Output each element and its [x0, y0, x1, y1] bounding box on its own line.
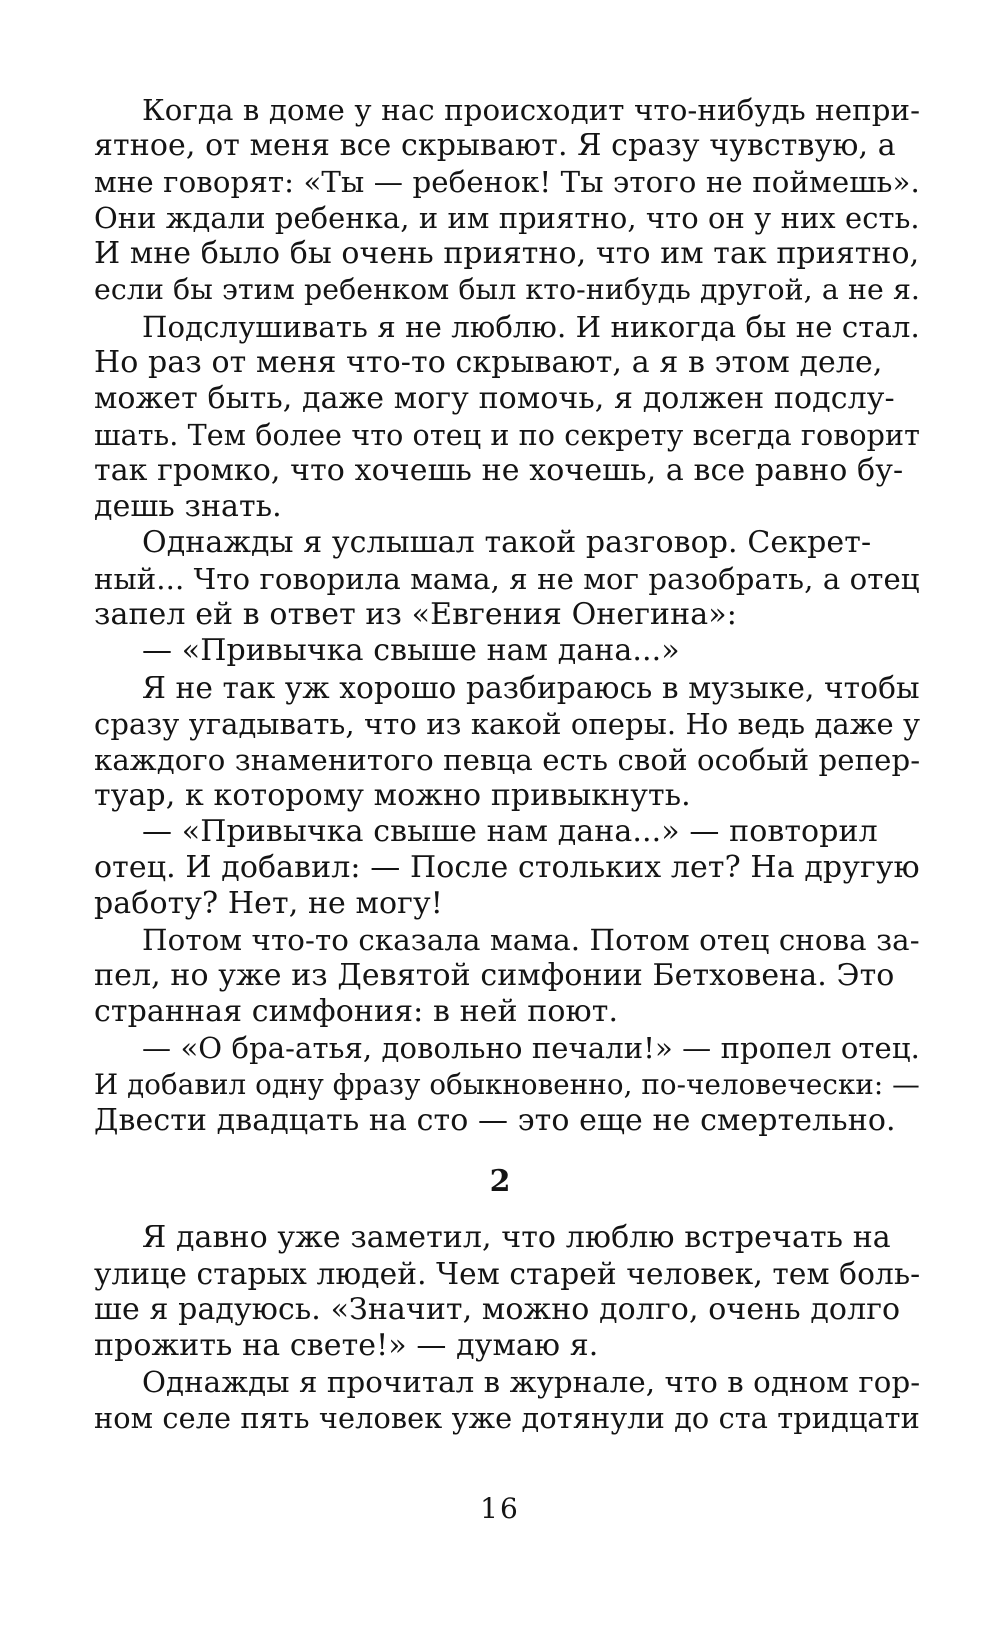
text-line: сразу угадывать, что из какой оперы. Но ведь даже у	[94, 706, 921, 741]
text-line: Я давно уже заметил, что люблю встречать на	[142, 1220, 891, 1255]
text-line: Потом что-то сказала мама. Потом отец снова за-	[142, 923, 920, 958]
page-number: 16	[480, 1492, 520, 1525]
text-line: пел, но уже из Девятой симфонии Бетховена. Это	[94, 958, 895, 994]
text-line: дешь знать.	[94, 489, 282, 525]
text-line: если бы этим ребенком был кто-нибудь другой, а не я.	[94, 273, 921, 307]
text-line: И мне было бы очень приятно, что им так приятно,	[94, 236, 920, 272]
text-line: ятное, от меня все скрывают. Я сразу чувствую, а	[94, 128, 896, 164]
text-line: так громко, что хочешь не хочешь, а все равно бу-	[94, 452, 904, 488]
text-line: улице старых людей. Чем старей человек, тем боль-	[94, 1257, 921, 1292]
text-line: запел ей в ответ из «Евгения Онегина»:	[94, 597, 737, 633]
section-2-text	[94, 1220, 920, 1437]
text-line: Однажды я услышал такой разговор. Секрет-	[142, 525, 872, 561]
text-line: туар, к которому можно привыкнуть.	[94, 777, 691, 813]
section-number: 2	[489, 1164, 511, 1199]
text-line: прожить на свете!» — думаю я.	[94, 1328, 599, 1364]
text-line: каждого знаменитого певца есть свой особый репер-	[94, 742, 921, 777]
text-line: может быть, даже могу помочь, я должен подслу-	[94, 380, 895, 416]
text-line: Я не так уж хорошо разбираюсь в музыке, чтобы	[142, 670, 920, 705]
text-line: Подслушивать я не люблю. И никогда бы не стал.	[142, 309, 920, 344]
text-line: мне говорят: «Ты — ребенок! Ты этого не поймешь».	[94, 165, 920, 200]
text-line: Когда в доме у нас происходит что-нибудь непри-	[142, 93, 921, 127]
text-line: шать. Тем более что отец и по секрету всегда говорит	[94, 417, 921, 452]
text-line: Они ждали ребенка, и им приятно, что он у них есть.	[94, 201, 920, 236]
text-line: странная симфония: в ней поют.	[94, 994, 619, 1030]
text-line: — «Привычка свыше нам дана...»	[142, 633, 680, 669]
text-line: — «О бра-атья, довольно печали!» — пропел отец.	[142, 1031, 920, 1066]
text-line: ный... Что говорила мама, я не мог разобрать, а отец	[94, 562, 920, 597]
text-line: ном селе пять человек уже дотянули до ста тридцати	[94, 1401, 920, 1436]
section-1-text	[94, 92, 920, 1139]
text-line: отец. И добавил: — После стольких лет? На другую	[94, 849, 920, 885]
text-line: Однажды я прочитал в журнале, что в одном гор-	[142, 1365, 921, 1400]
text-line: Но раз от меня что-то скрывают, а я в этом деле,	[94, 344, 883, 380]
text-line: — «Привычка свыше нам дана...» — повторил	[142, 813, 878, 849]
text-line: ше я радуюсь. «Значит, можно долго, очень долго	[94, 1292, 901, 1328]
text-line: работу? Нет, не могу!	[94, 886, 443, 922]
text-line: И добавил одну фразу обыкновенно, по-человечески: —	[94, 1067, 920, 1101]
text-line: Двести двадцать на сто — это еще не смертельно.	[94, 1102, 896, 1138]
